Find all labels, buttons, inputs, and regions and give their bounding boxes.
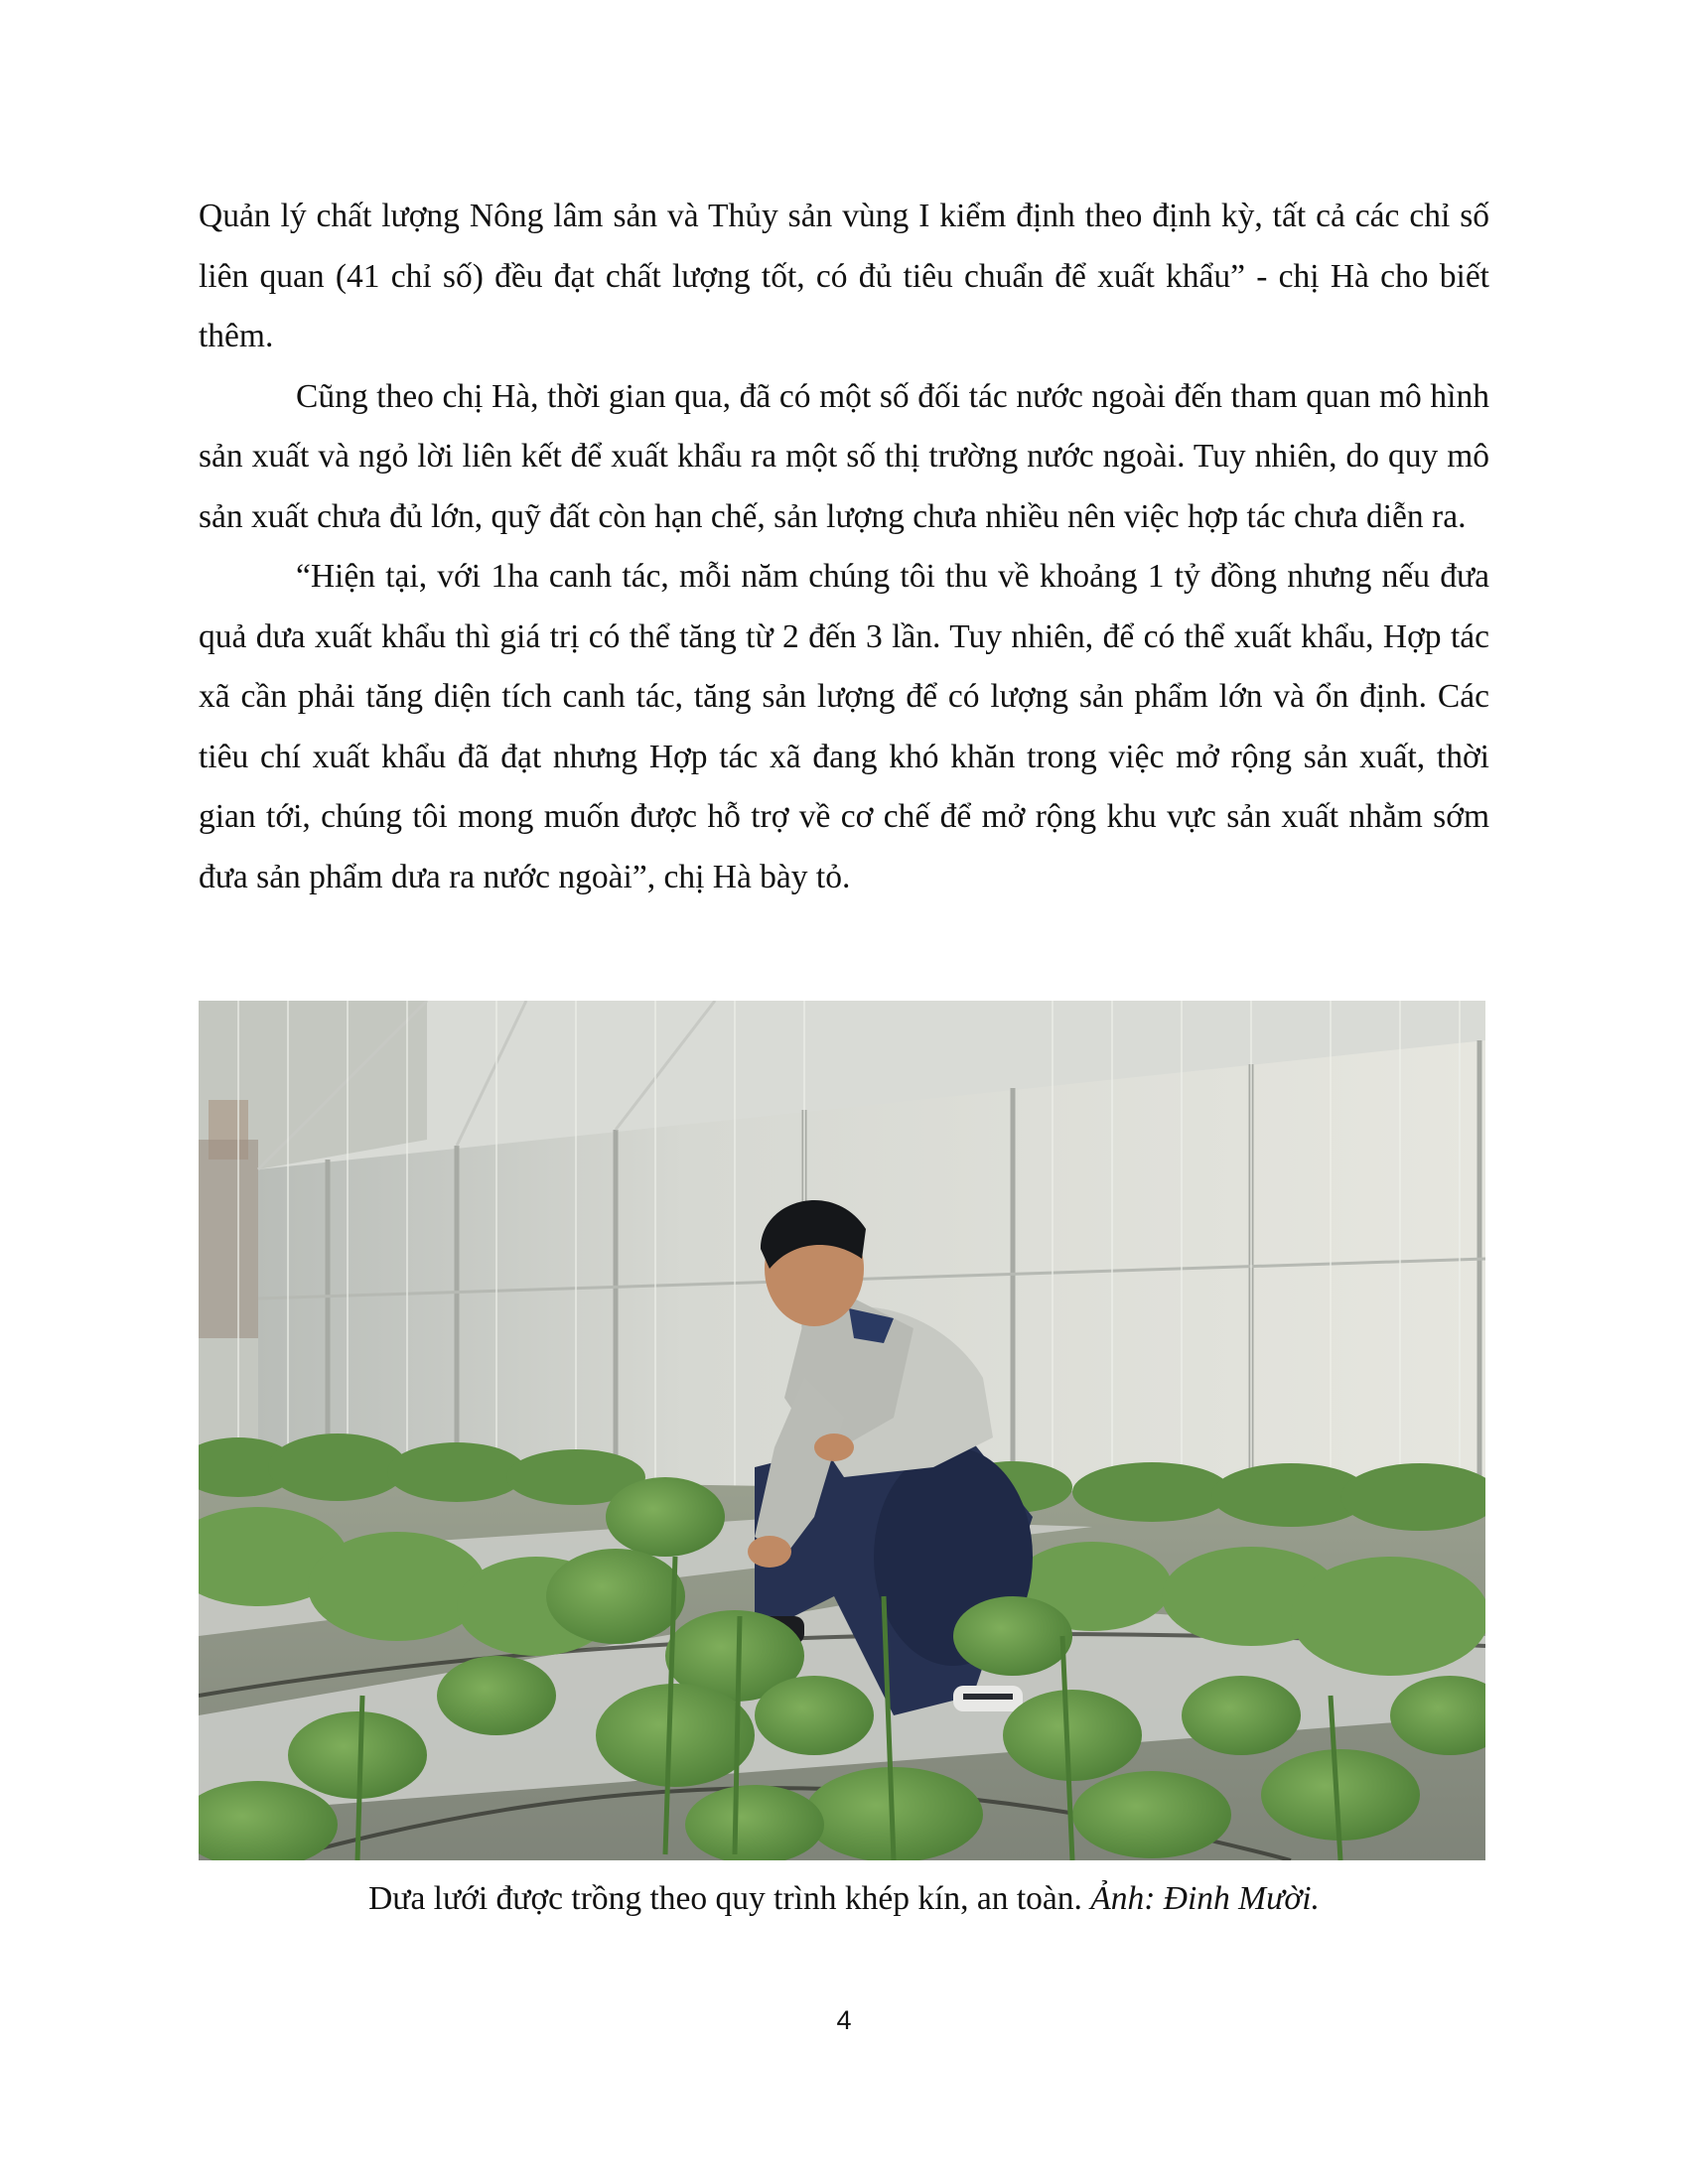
- greenhouse-photo: [199, 1001, 1485, 1860]
- caption-credit: Ảnh: Đinh Mười.: [1090, 1880, 1320, 1917]
- page-number: 4: [836, 2005, 852, 2035]
- caption-text: Dưa lưới được trồng theo quy trình khép kín, an toàn.: [368, 1880, 1091, 1917]
- paragraph-partners: Cũng theo chị Hà, thời gian qua, đã có một số đối tác nước ngoài đến tham quan mô hình sản xuất và ngỏ lời liên kết để xuất khẩu ra một số thị trường nước ngoài. Tuy nhiên, do quy mô sản xuất chưa đủ lớn, quỹ đất còn hạn chế, sản lượng chưa nhiều nên việc hợp tác chưa diễn ra.: [199, 377, 1489, 535]
- paragraph-continued: Quản lý chất lượng Nông lâm sản và Thủy sản vùng I kiểm định theo định kỳ, tất cả các chỉ số liên quan (41 chỉ số) đều đạt chất lượng tốt, có đủ tiêu chuẩn để xuất khẩu” - chị Hà cho biết thêm.: [199, 198, 1489, 354]
- body-text: [199, 187, 1489, 907]
- photo-caption: [199, 1874, 1489, 1924]
- paragraph-quote: “Hiện tại, với 1ha canh tác, mỗi năm chúng tôi thu về khoảng 1 tỷ đồng nhưng nếu đưa quả dưa xuất khẩu thì giá trị có thể tăng từ 2 đến 3 lần. Tuy nhiên, để có thể xuất khẩu, Hợp tác xã cần phải tăng diện tích canh tác, tăng sản lượng để có lượng sản phẩm lớn và ổn định. Các tiêu chí xuất khẩu đã đạt nhưng Hợp tác xã đang khó khăn trong việc mở rộng sản xuất, thời gian tới, chúng tôi mong muốn được hỗ trợ về cơ chế để mở rộng khu vực sản xuất nhằm sớm đưa sản phẩm dưa ra nước ngoài”, chị Hà bày tỏ.: [199, 558, 1489, 895]
